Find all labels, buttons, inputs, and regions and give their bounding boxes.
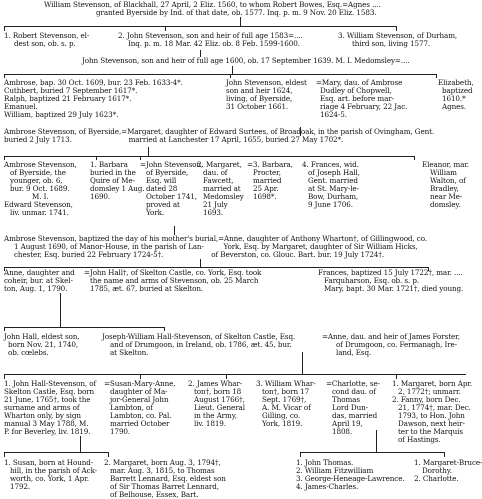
gen6-eleanor: Eleanor, mar. William Walton, of Bradley, near Me- domsley. <box>422 160 469 209</box>
tree-line <box>302 352 303 374</box>
gen5-line2: buried 2 July 1713. married at Lanchester 17 April, 1655, buried 27 May 1702*. <box>4 135 344 144</box>
tree-line <box>200 259 201 267</box>
gen1-line2: granted Byerside by Ind. of that date, ob. 1577. Inq. p. m. 9 Nov. 20 Eliz. 1583. <box>96 8 377 17</box>
tree-line <box>80 436 81 452</box>
gen6-barbara: 1. Barbara buried in the Quire of Me- domsley 1 Aug. 1690. <box>90 160 145 201</box>
gen11-margaret: 2. Margaret, born Aug. 3, 1794†, mar. Aug. 3, 1815, to Thomas Barrett Lennard, Esq. eldest son of Sir Thomas Barret Lennard, of Belhouse, Essex, Bart. <box>104 458 226 499</box>
gen10-charlotte: =Charlotte, se- cond dau. of Thomas Lord Dun- das, married April 19, 1808. <box>326 379 380 436</box>
gen2-william: 3. William Stevenson, of Durham, third son, living 1577. <box>338 31 458 48</box>
gen9-joseph: Joseph-William Hall-Stevenson, of Skelton Castle, Esq. and of Drumgoon, in Ireland, ob. 1786, æt. 45, bur. at Skelton. <box>102 332 296 357</box>
gen5-line1: Ambrose Stevenson, of Byerside,=Margaret, daughter of Edward Surtees, of Broadoak, in the parish of Ovingham, Gent. <box>4 127 435 136</box>
tree-line <box>4 156 414 157</box>
gen6-margaret: 2. Margaret, dau. of Fawcett, married at Medomsley 21 July 1693. <box>197 160 244 217</box>
gen11-susan: 1. Susan, born at Hound- hill, in the parish of Ack- worth, co. York, 1 Apr. 1792. <box>4 458 98 491</box>
tree-line <box>240 17 241 26</box>
gen8-johnhall: =John Hall†, of Skelton Castle, co. York, Esq. took the name and arms of Stevenson, ob. 25 March 1785, æt. 67, buried at Skelton. <box>84 268 262 293</box>
tree-line <box>436 74 437 78</box>
gen10-james: 2. James Whar- ton†, born 18 August 1766†, Lieut. General in the Army, liv. 1819. <box>188 379 245 428</box>
gen8-anne: Anne, daughter and coheir, bur. at Skel- ton, Aug. 1, 1790. <box>4 268 75 293</box>
tree-line <box>4 327 5 331</box>
gen2-john: 2. John Stevenson, son and heir of full age 1583=.... Inq. p. m. 18 Mar. 42 Eliz. ob. 8 Feb. 1599-1600. <box>118 31 303 48</box>
tree-line <box>414 156 415 160</box>
gen6-ambrose: Ambrose Stevenson, of Byerside, the younger, ob. 6, bur. 9 Oct. 1689. M. I. Edward Stevenson, liv. unmar. 1741. <box>4 160 77 217</box>
gen9-anne: =Anne, dau. and heir of James Forster, of Drumgoon, co. Fermanagh, Ire- land, Esq. <box>322 332 460 357</box>
tree-line <box>4 452 108 453</box>
gen7-line3: chester, Esq. buried 22 February 1724-5†. of Beverston, co. Glouc. Bart. bur. 19 July 1724†. <box>14 250 385 259</box>
tree-line <box>4 26 396 27</box>
gen9-johnhall: John Hall, eldest son, born Nov. 21, 1740, ob. cœlebs. <box>4 332 80 357</box>
tree-line <box>108 452 109 457</box>
gen6-barbara3: =3. Barbara, Procter, married 25 Apr. 1698*. <box>247 160 293 201</box>
tree-line <box>300 452 444 453</box>
gen6-john: =John Stevenson, of Byerside, Esq. will dated 28 October 1741, proved at York. <box>140 160 204 217</box>
tree-line <box>164 327 165 331</box>
gen11-daughters: 1. Margaret-Bruce- Dorothy. 2. Charlotte. <box>414 458 482 483</box>
gen10-susan: =Susan-Mary-Anne, daughter of Ma- jor-General John Lambton, of Lambton, co. Pal. married October 1790. <box>104 379 176 436</box>
gen10-john: 1. John Hall-Stevenson, of Skelton Castle, Esq. born 21 June, 1765†, took the surname and arms of Wharton only, by sign manual 3 May 1788, M. P. for Beverley, liv. 1819. <box>4 379 97 436</box>
tree-line <box>4 452 5 457</box>
tree-line <box>444 452 445 457</box>
gen4-john: John Stevenson, eldest son and heir 1624, living, of Byerside, 31 October 1661. <box>226 78 307 111</box>
gen11-sons: 1. John Thomas. 2. William Fitzwilliam 3. George-Heneage-Lawrence. 4. James-Charles. <box>296 458 405 491</box>
gen7-line2: 1 August 1690, of Manor-House, in the parish of Lan- York, Esq. by Margaret, daughter of Sir William Hicks, <box>14 242 418 251</box>
gen2-robert: 1. Robert Stevenson, el- dest son, ob. s. p. <box>4 31 90 48</box>
gen4-mary: =Mary, dau. of Ambrose Dudley of Chopwell, Esq. art. before mar- riage 4 February, 22 Jac. 1624-5. <box>316 78 408 119</box>
gen6-frances: 4. Frances, wid. of Joseph Hall, Gent. married at St. Mary-le- Bow, Durham, 9 June 1706. <box>302 160 360 209</box>
gen4-elizabeth: Elizabeth, baptized 1610.* Agnes. <box>438 78 474 111</box>
gen3-john: John Stevenson, son and heir of full age 1600, ob. 17 September 1639. M. I. Medomsley=.... <box>82 56 410 65</box>
tree-line <box>4 74 436 75</box>
gen1-line1: William Stevenson, of Blackhall, 27 April, 2 Eliz. 1560, to whom Robert Bowes, Esq.=Agnes .... <box>44 0 381 9</box>
tree-line <box>300 452 301 457</box>
tree-line <box>148 147 149 156</box>
gen10-william: 3. William Whar- ton†, born 17 Sept. 1769†, A. M. Vicar of Gilling, co. York, 1819. <box>256 379 316 428</box>
gen4-ambrose: Ambrose, bap. 30 Oct. 1609, bur. 23 Feb. 1633-4*. Cuthbert, buried 7 September 1617*. Ralph, baptized 21 February 1617*. Emanuel. William, baptized 29 July 1623*. <box>4 78 183 119</box>
gen7-line1: Ambrose Stevenson, baptized the day of his mother's burial,=Anne, daughter of Anthony Wharton†, of Gillingwood, co. <box>4 234 427 243</box>
gen10-margaret: 1. Margaret, born Apr. 2, 1772†; unmarr. 2. Fanny, born Dec. 21, 1774†, mar. Dec. 1793, to Hon. John Dawson, next heir- ter to the Marquis of Hastings. <box>392 379 473 444</box>
gen8-frances: Frances, baptized 15 July 1722†, mar. .... Farquharson, Esq. ob. s. p. Mary, bapt. 30 Mar. 1721†, died young. <box>318 268 464 293</box>
tree-line <box>60 293 61 327</box>
tree-line <box>4 327 164 328</box>
tree-line <box>232 66 233 74</box>
